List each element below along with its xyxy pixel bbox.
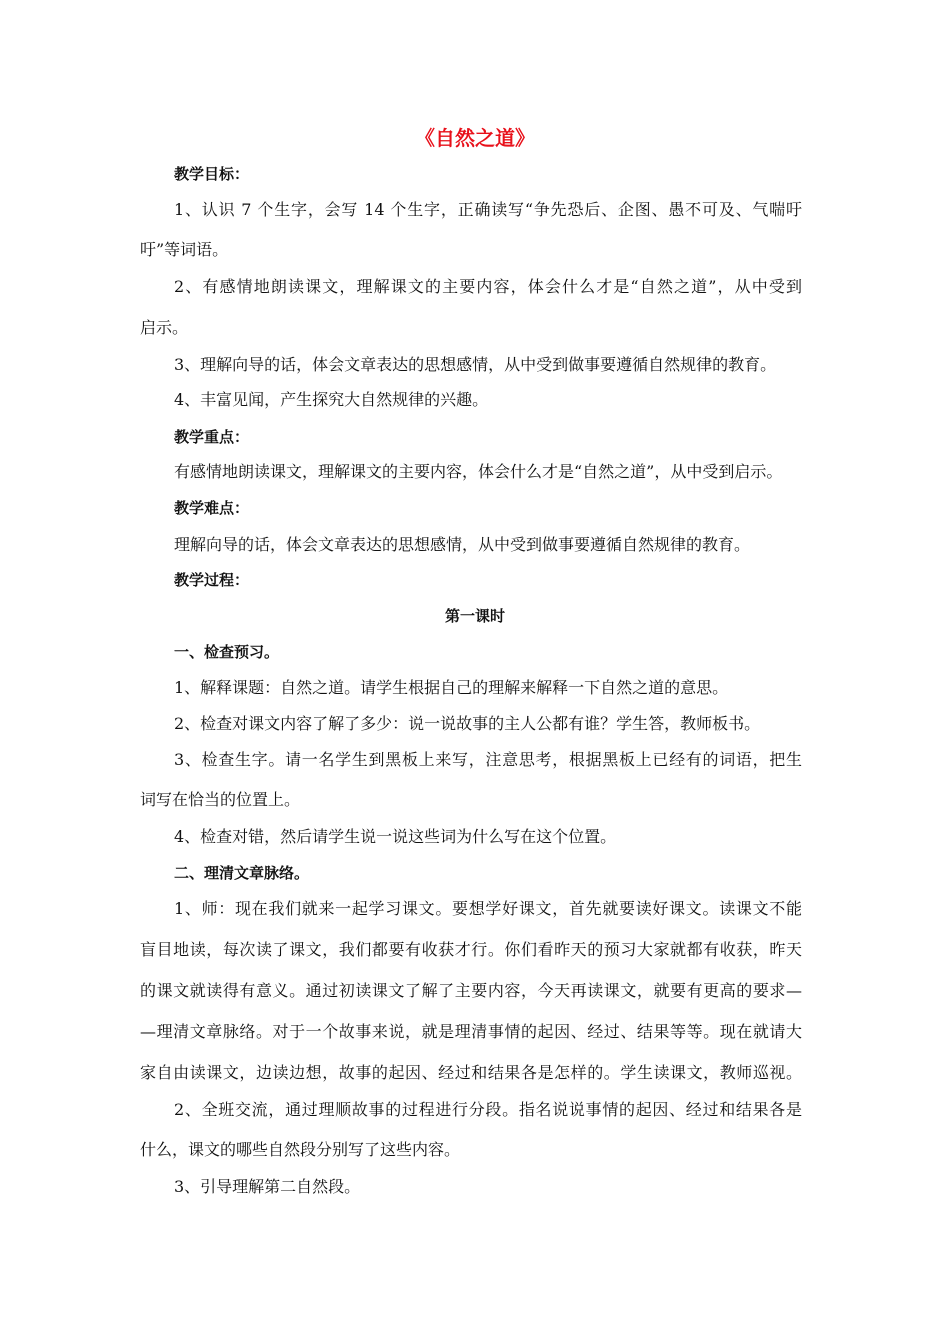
section-1-item-3-line-1: 3、检查生字。请一名学生到黑板上来写，注意思考，根据黑板上已经有的词语，把生 [174, 750, 802, 769]
section-1-heading: 一、检查预习。 [174, 643, 280, 661]
objective-4: 4、丰富见闻，产生探究大自然规律的兴趣。 [174, 390, 489, 409]
process-heading: 教学过程： [174, 571, 250, 589]
objective-1-line-2: 吁”等词语。 [140, 240, 229, 259]
section-1-item-2: 2、检查对课文内容了解了多少：说一说故事的主人公都有谁？学生答，教师板书。 [174, 714, 761, 733]
section-2-item-1-line-2: 盲目地读，每次读了课文，我们都要有收获才行。你们看昨天的预习大家就都有收获，昨天 [140, 940, 802, 959]
document-title: 《自然之道》 [415, 126, 535, 150]
section-2-item-1-line-4: —理清文章脉络。对于一个故事来说，就是理清事情的起因、经过、结果等等。现在就请大 [140, 1022, 802, 1041]
section-2-heading: 二、理清文章脉络。 [174, 864, 310, 882]
section-1-item-4: 4、检查对错，然后请学生说一说这些词为什么写在这个位置。 [174, 827, 617, 846]
difficulties-text: 理解向导的话，体会文章表达的思想感情，从中受到做事要遵循自然规律的教育。 [174, 535, 751, 554]
key-points-text: 有感情地朗读课文，理解课文的主要内容，体会什么才是“自然之道”，从中受到启示。 [174, 462, 783, 481]
section-2-item-1-line-1: 1、师：现在我们就来一起学习课文。要想学好课文，首先就要读好课文。读课文不能 [174, 899, 802, 918]
objective-3: 3、理解向导的话，体会文章表达的思想感情，从中受到做事要遵循自然规律的教育。 [174, 355, 777, 374]
section-1-item-1: 1、解释课题：自然之道。请学生根据自己的理解来解释一下自然之道的意思。 [174, 678, 729, 697]
difficulties-heading: 教学难点： [174, 499, 250, 517]
key-points-heading: 教学重点： [174, 428, 250, 446]
section-2-item-1-line-3: 的课文就读得有意义。通过初读课文了解了主要内容，今天再读课文，就要有更高的要求— [140, 981, 802, 1000]
objective-2-line-2: 启示。 [140, 318, 189, 337]
section-2-item-2-line-1: 2、全班交流，通过理顺故事的过程进行分段。指名说说事情的起因、经过和结果各是 [174, 1100, 802, 1119]
section-1-item-3-line-2: 词写在恰当的位置上。 [140, 790, 301, 809]
lesson-title: 第一课时 [444, 607, 505, 625]
objective-1-line-1: 1、认识 7 个生字，会写 14 个生字，正确读写“争先恐后、企图、愚不可及、气喘吁 [174, 200, 802, 219]
section-2-item-2-line-2: 什么，课文的哪些自然段分别写了这些内容。 [140, 1140, 461, 1159]
section-2-item-1-line-5: 家自由读课文，边读边想，故事的起因、经过和结果各是怎样的。学生读课文，教师巡视。 [140, 1063, 802, 1082]
section-2-item-3: 3、引导理解第二自然段。 [174, 1177, 361, 1196]
objective-2-line-1: 2、有感情地朗读课文，理解课文的主要内容，体会什么才是“自然之道”，从中受到 [174, 277, 802, 296]
objectives-heading: 教学目标： [174, 165, 250, 183]
